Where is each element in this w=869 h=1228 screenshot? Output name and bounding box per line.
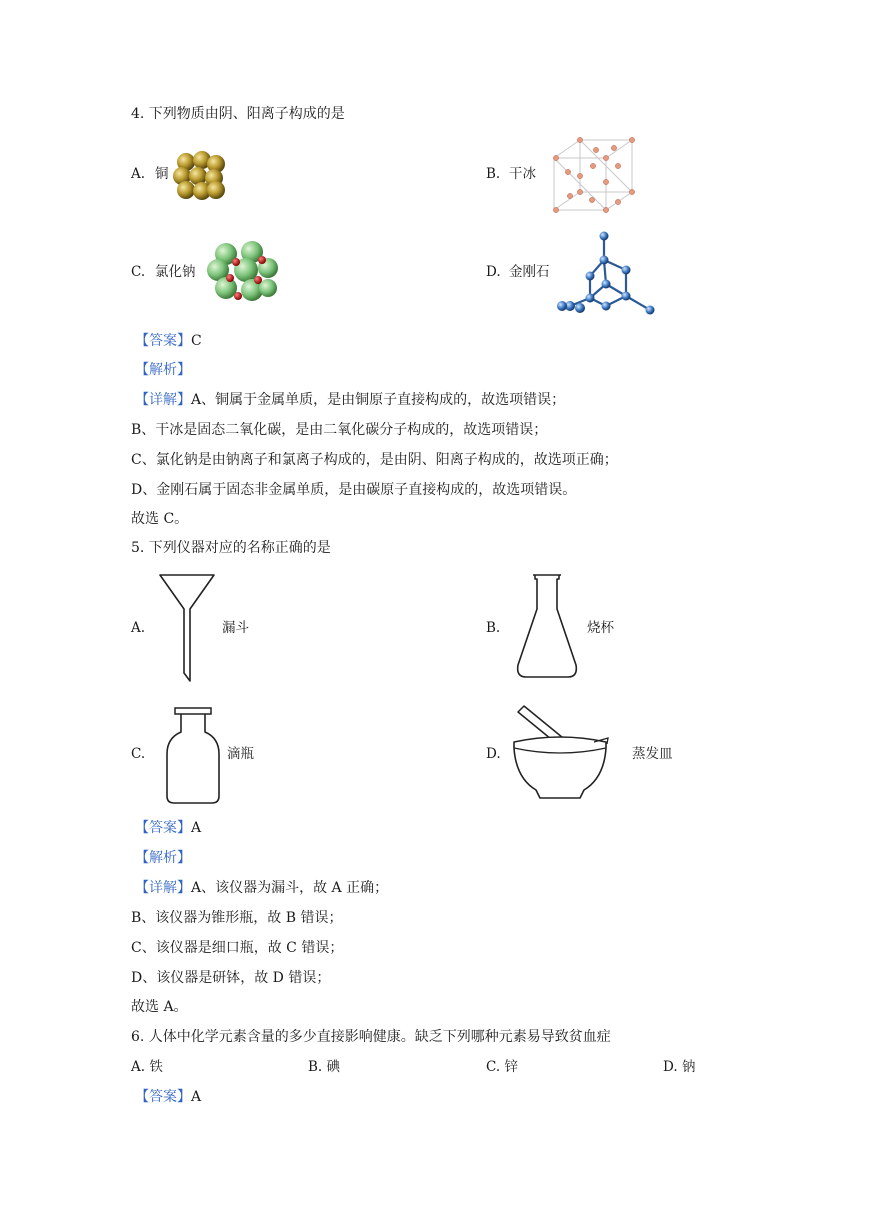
q4-analysis-label: 【解析】 xyxy=(135,362,191,378)
q6-option-b-text: 碘 xyxy=(326,1059,341,1075)
narrow-mouth-bottle-image xyxy=(163,706,223,806)
q5-option-c-text: 滴瓶 xyxy=(227,746,254,762)
q4-option-a-letter: A. xyxy=(131,166,146,182)
q4-detail-a: A、铜属于金属单质，是由铜原子直接构成的，故选项错误； xyxy=(191,392,566,408)
q5-option-c-letter: C. xyxy=(131,746,146,762)
q4-detail-line-1 xyxy=(135,390,565,410)
q5-option-b-text: 烧杯 xyxy=(587,620,614,636)
q5-option-a-text: 漏斗 xyxy=(222,620,249,636)
q6-option-a-letter: A. xyxy=(131,1059,146,1075)
q5-option-d-text: 蒸发皿 xyxy=(632,746,673,762)
q6-option-a-text: 铁 xyxy=(149,1059,163,1075)
q5-detail-b: B、该仪器为锥形瓶，故 B 错误； xyxy=(131,910,343,926)
q4-detail-c: C、氯化钠是由钠离子和氯离子构成的，是由阴、阳离子构成的，故选项正确； xyxy=(131,452,618,468)
mortar-pestle-image xyxy=(510,702,610,802)
conical-flask-image xyxy=(514,573,580,681)
q6-option-d xyxy=(663,1057,695,1077)
q6-stem: 6. 人体中化学元素含量的多少直接影响健康。缺乏下列哪种元素易导致贫血症 xyxy=(131,1029,611,1045)
q4-conclusion: 故选 C。 xyxy=(131,511,189,527)
q5-option-a-letter: A. xyxy=(131,620,146,636)
q6-option-b xyxy=(308,1057,340,1077)
q5-answer xyxy=(135,818,201,838)
q5-answer-label: 【答案】 xyxy=(135,820,191,836)
q6-option-c xyxy=(486,1057,518,1077)
q6-option-c-letter: C. xyxy=(486,1059,501,1075)
q5-detail-line-1 xyxy=(135,878,388,898)
q6-option-d-text: 钠 xyxy=(681,1059,696,1075)
q5-stem: 5. 下列仪器对应的名称正确的是 xyxy=(131,540,331,556)
q4-option-c-text: 氯化钠 xyxy=(155,264,196,280)
q5-detail-a: A、该仪器为漏斗，故 A 正确； xyxy=(191,880,389,896)
q5-option-d-letter: D. xyxy=(486,746,501,762)
q5-analysis-label: 【解析】 xyxy=(135,850,191,866)
q6-option-b-letter: B. xyxy=(308,1059,323,1075)
q6-answer xyxy=(135,1087,201,1107)
q4-option-a-text: 铜 xyxy=(155,166,169,182)
q4-option-b-text: 干冰 xyxy=(509,166,536,182)
q6-answer-value: A xyxy=(191,1089,202,1105)
q5-detail-label: 【详解】 xyxy=(135,880,191,896)
q4-answer xyxy=(135,331,202,351)
q4-option-c-letter: C. xyxy=(131,264,146,280)
q4-stem: 4. 下列物质由阴、阳离子构成的是 xyxy=(131,106,345,122)
q6-option-c-text: 锌 xyxy=(504,1059,518,1075)
q4-answer-label: 【答案】 xyxy=(135,333,191,349)
funnel-image xyxy=(158,573,218,685)
q4-detail-label: 【详解】 xyxy=(135,392,191,408)
copper-lattice-image xyxy=(172,150,228,202)
q4-option-d-letter: D. xyxy=(486,264,501,280)
sodium-chloride-lattice-image xyxy=(206,240,278,306)
q6-option-d-letter: D. xyxy=(663,1059,678,1075)
q5-conclusion: 故选 A。 xyxy=(131,999,188,1015)
diamond-lattice-image xyxy=(556,228,660,320)
q5-option-b-letter: B. xyxy=(486,620,501,636)
q4-option-d-text: 金刚石 xyxy=(509,264,550,280)
q5-detail-d: D、该仪器是研钵，故 D 错误； xyxy=(131,970,331,986)
q6-option-a xyxy=(131,1057,163,1077)
q4-option-b-letter: B. xyxy=(486,166,501,182)
q4-detail-d: D、金刚石属于固态非金属单质，是由碳原子直接构成的，故选项错误。 xyxy=(131,482,577,498)
q6-answer-label: 【答案】 xyxy=(135,1089,191,1105)
q5-detail-c: C、该仪器是细口瓶，故 C 错误； xyxy=(131,940,344,956)
q4-detail-b: B、干冰是固态二氧化碳，是由二氧化碳分子构成的，故选项错误； xyxy=(131,422,548,438)
dry-ice-lattice-image xyxy=(548,136,640,216)
q4-answer-value: C xyxy=(191,333,202,349)
q5-answer-value: A xyxy=(191,820,202,836)
